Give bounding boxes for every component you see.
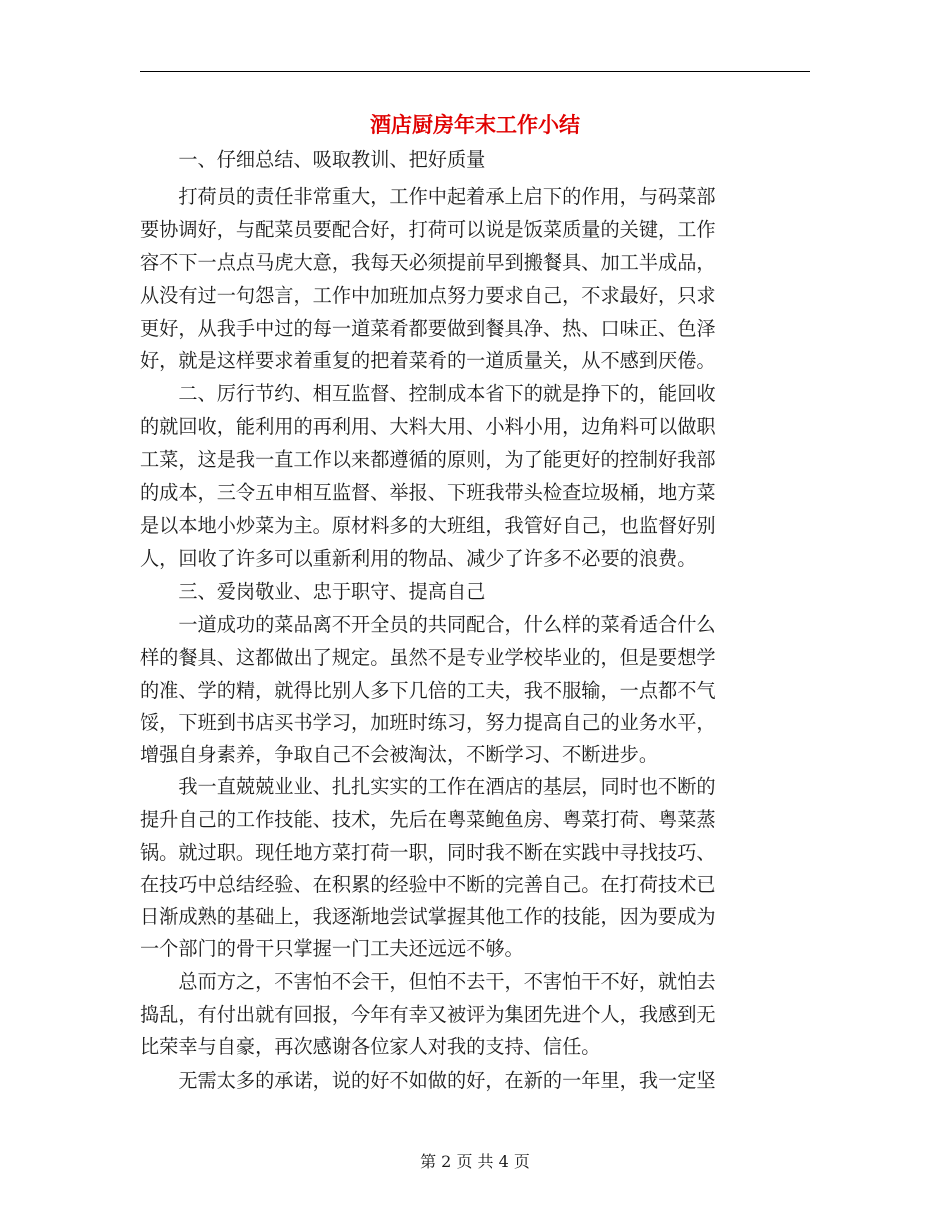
body-line: 我一直兢兢业业、扎扎实实的工作在酒店的基层，同时也不断的 bbox=[140, 775, 716, 798]
body-line: 人，回收了许多可以重新利用的物品、减少了许多不必要的浪费。 bbox=[140, 547, 697, 570]
body-line: 的成本，三令五申相互监督、举报、下班我带头检查垃圾桶，地方菜 bbox=[140, 481, 716, 504]
body-line: 的准、学的精，就得比别人多下几倍的工夫，我不服输，一点都不气 bbox=[140, 679, 716, 702]
body-line: 样的餐具、这都做出了规定。虽然不是专业学校毕业的，但是要想学 bbox=[140, 646, 716, 669]
body-line: 打荷员的责任非常重大，工作中起着承上启下的作用，与码菜部 bbox=[140, 185, 716, 208]
body-line: 一道成功的菜品离不开全员的共同配合，什么样的菜肴适合什么 bbox=[140, 613, 716, 636]
body-line: 捣乱，有付出就有回报，今年有幸又被评为集团先进个人，我感到无 bbox=[140, 1003, 716, 1026]
body-line: 更好，从我手中过的每一道菜肴都要做到餐具净、热、口味正、色泽 bbox=[140, 317, 716, 340]
body-line: 提升自己的工作技能、技术，先后在粤菜鲍鱼房、粤菜打荷、粤菜蒸 bbox=[140, 808, 716, 831]
body-line: 三、爱岗敬业、忠于职守、提高自己 bbox=[140, 580, 486, 603]
body-line: 好，就是这样要求着重复的把着菜肴的一道质量关，从不感到厌倦。 bbox=[140, 349, 716, 372]
body-line: 从没有过一句怨言，工作中加班加点努力要求自己，不求最好，只求 bbox=[140, 284, 716, 307]
body-line: 是以本地小炒菜为主。原材料多的大班组，我管好自己，也监督好别 bbox=[140, 514, 716, 537]
body-line: 增强自身素养，争取自己不会被淘汰，不断学习、不断进步。 bbox=[140, 743, 659, 766]
body-line: 馁，下班到书店买书学习，加班时练习，努力提高自己的业务水平， bbox=[140, 711, 716, 734]
body-line: 要协调好，与配菜员要配合好，打荷可以说是饭菜质量的关键，工作 bbox=[140, 218, 716, 241]
document-title: 酒店厨房年末工作小结 bbox=[370, 112, 580, 137]
body-line: 无需太多的承诺，说的好不如做的好，在新的一年里，我一定坚 bbox=[140, 1069, 716, 1092]
body-line: 的就回收，能利用的再利用、大料大用、小料小用，边角料可以做职 bbox=[140, 415, 716, 438]
body-line: 工菜，这是我一直工作以来都遵循的原则，为了能更好的控制好我部 bbox=[140, 448, 716, 471]
body-line: 一、仔细总结、吸取教训、把好质量 bbox=[140, 148, 486, 171]
header-rule bbox=[140, 71, 810, 72]
body-line: 二、厉行节约、相互监督、控制成本省下的就是挣下的，能回收 bbox=[140, 382, 716, 405]
body-line: 锅。就过职。现任地方菜打荷一职，同时我不断在实践中寻找技巧、 bbox=[140, 841, 716, 864]
body-line: 比荣幸与自豪，再次感谢各位家人对我的支持、信任。 bbox=[140, 1035, 601, 1058]
page-footer: 第 2 页 共 4 页 bbox=[420, 1152, 530, 1171]
body-line: 总而方之，不害怕不会干，但怕不去干，不害怕干不好，就怕去 bbox=[140, 970, 716, 993]
body-line: 容不下一点点马虎大意，我每天必须提前早到搬餐具、加工半成品， bbox=[140, 251, 716, 274]
body-line: 在技巧中总结经验、在积累的经验中不断的完善自己。在打荷技术已 bbox=[140, 873, 716, 896]
body-line: 一个部门的骨干只掌握一门工夫还远远不够。 bbox=[140, 937, 524, 960]
body-line: 日渐成熟的基础上，我逐渐地尝试掌握其他工作的技能，因为要成为 bbox=[140, 905, 716, 928]
